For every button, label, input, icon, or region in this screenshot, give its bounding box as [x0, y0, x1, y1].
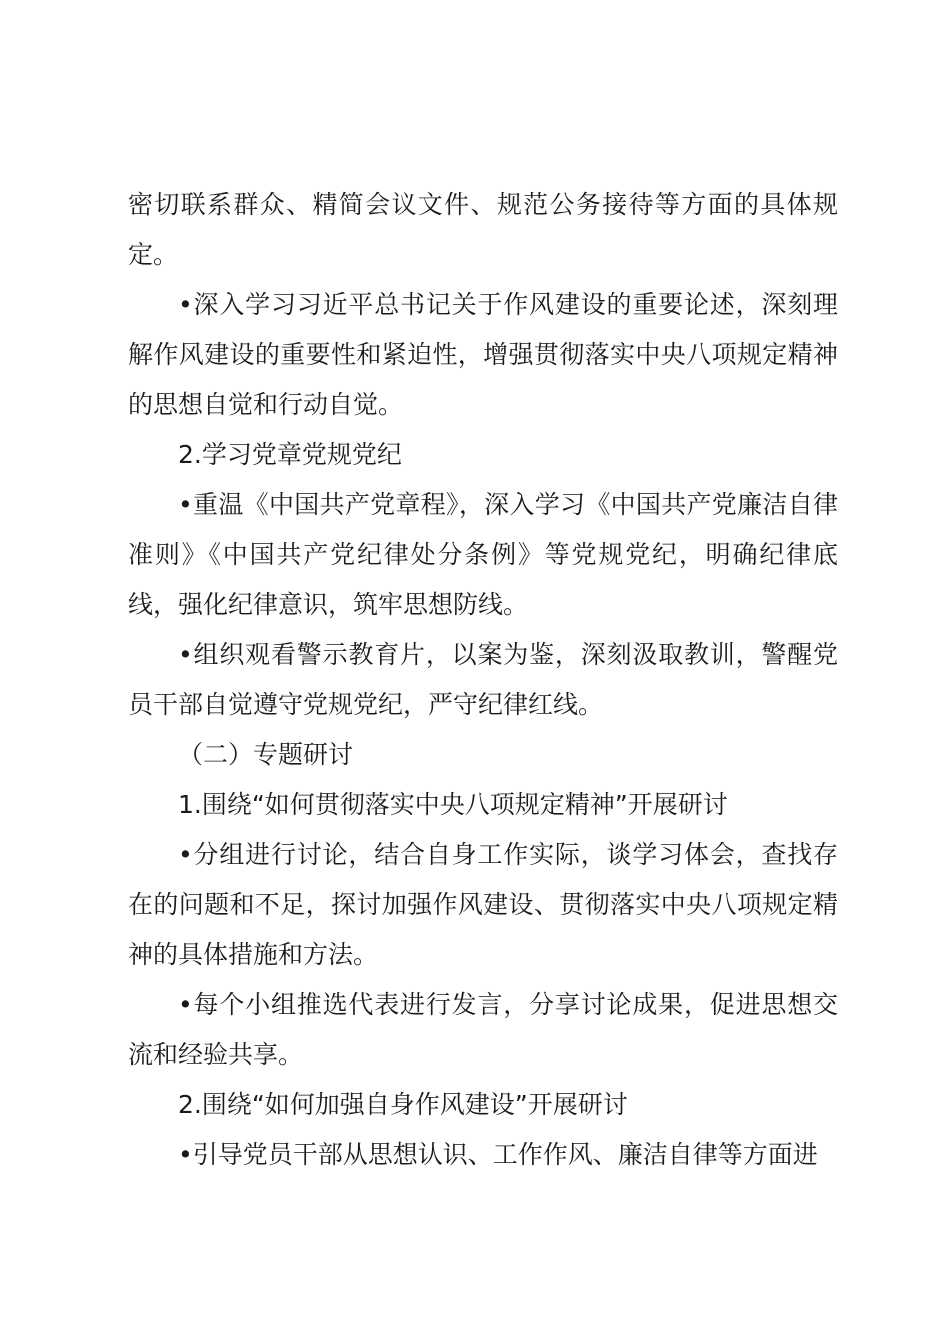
subsection-heading: 1.围绕“如何贯彻落实中央八项规定精神”开展研讨 — [178, 790, 728, 819]
section-heading: 2.学习党章党规党纪 — [178, 440, 402, 469]
subsection-heading: 2.围绕“如何加强自身作风建设”开展研讨 — [178, 1090, 628, 1119]
bullet-paragraph: •组织观看警示教育片，以案为鉴，深刻汲取教训，警醒党员干部自觉遵守党规党纪，严守纪律红线。 — [128, 640, 838, 719]
paragraph-continuation: 密切联系群众、精简会议文件、规范公务接待等方面的具体规定。 — [128, 190, 838, 269]
bullet-paragraph: •重温《中国共产党章程》，深入学习《中国共产党廉洁自律准则》《中国共产党纪律处分条例》等党规党纪，明确纪律底线，强化纪律意识，筑牢思想防线。 — [128, 490, 838, 619]
bullet-paragraph: •深入学习习近平总书记关于作风建设的重要论述，深刻理解作风建设的重要性和紧迫性，增强贯彻落实中央八项规定精神的思想自觉和行动自觉。 — [128, 290, 838, 419]
bullet-paragraph: •每个小组推选代表进行发言，分享讨论成果，促进思想交流和经验共享。 — [128, 990, 838, 1069]
document-page — [128, 180, 838, 1180]
bullet-paragraph: •分组进行讨论，结合自身工作实际，谈学习体会，查找存在的问题和不足，探讨加强作风建设、贯彻落实中央八项规定精神的具体措施和方法。 — [128, 840, 838, 969]
bullet-paragraph: •引导党员干部从思想认识、工作作风、廉洁自律等方面进 — [178, 1140, 818, 1169]
section-heading: （二）专题研讨 — [178, 740, 354, 769]
